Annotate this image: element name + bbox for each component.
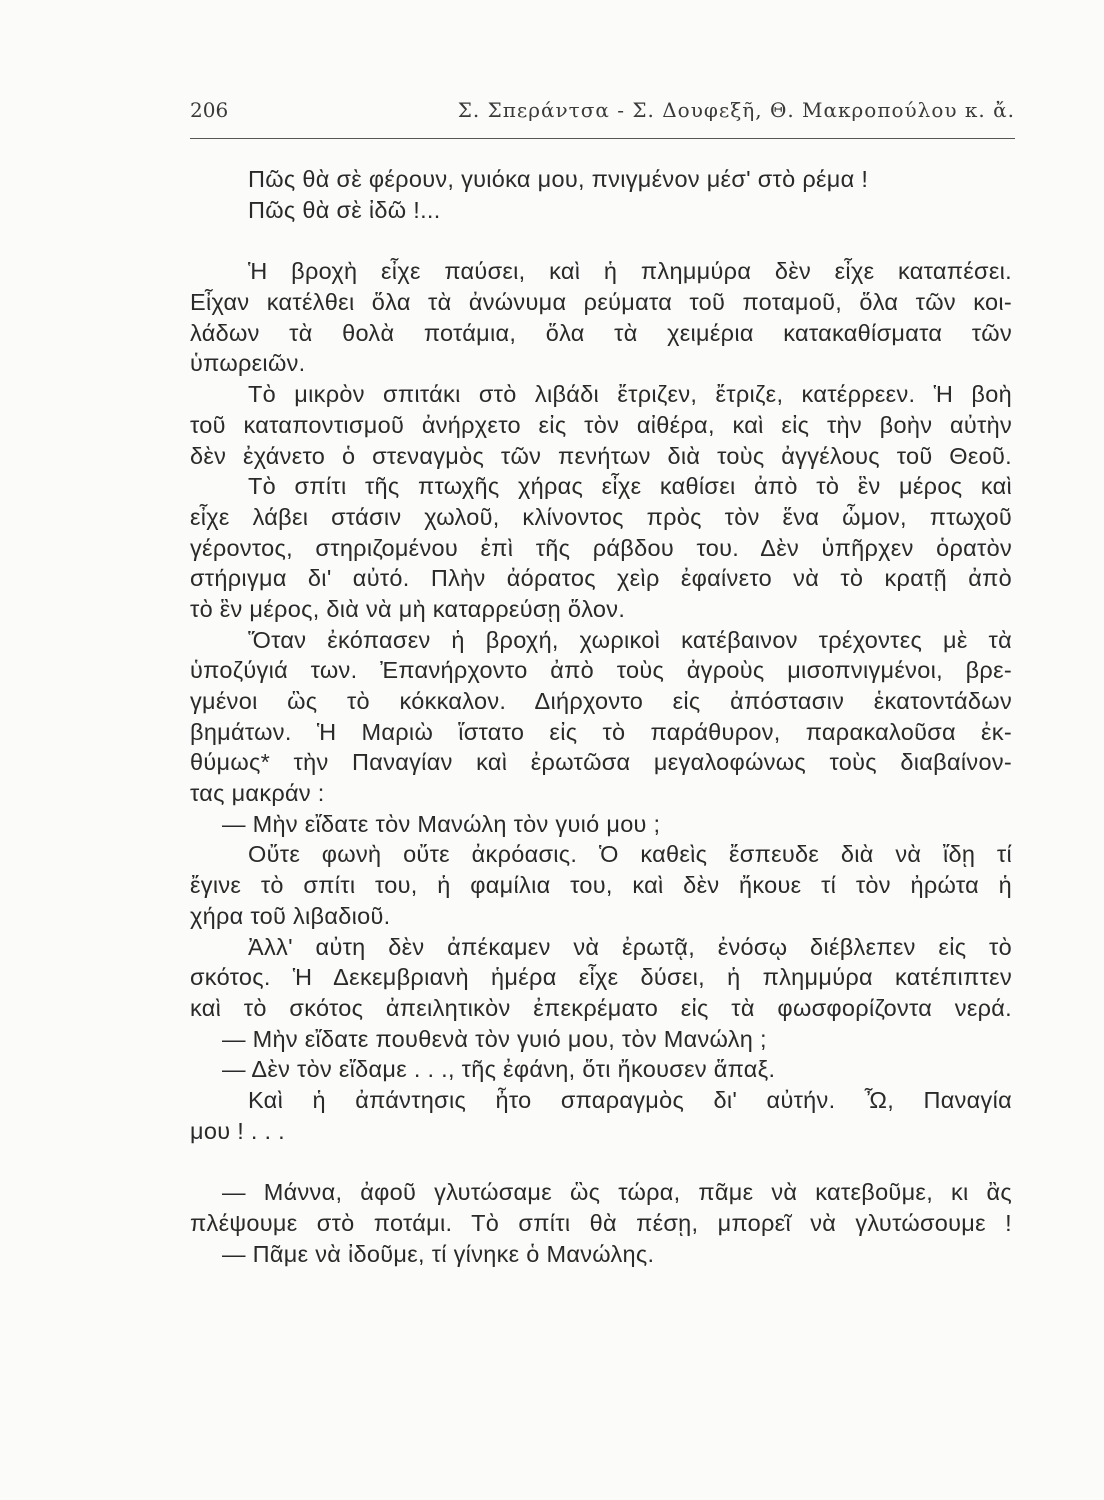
text-line: πλέψουμε στὸ ποτάμι. Τὸ σπίτι θὰ πέσῃ, μπορεῖ νὰ γλυτώσουμε ! [190,1210,1012,1236]
text-line: σκότος. Ἡ Δεκεμβριανὴ ἡμέρα εἶχε δύσει, ἡ πλημμύρα κατέπιπτεν [190,964,1012,991]
text-line: χήρα τοῦ λιβαδιοῦ. [190,902,391,929]
text-line: Εἶχαν κατέλθει ὅλα τὰ ἀνώνυμα ρεύματα τοῦ ποταμοῦ, ὅλα τῶν κοι- [190,289,1012,316]
body-text [190,164,1012,1269]
dialogue-line: — Μὴν εἴδατε πουθενὰ τὸν γυιό μου, τὸν Μανώλη ; [222,1025,767,1052]
text-line: μου ! . . . [190,1117,285,1144]
text-line: Τὸ μικρὸν σπιτάκι στὸ λιβάδι ἔτριζεν, ἔτριζε, κατέρρεεν. Ἡ βοὴ [248,381,1012,408]
text-line: ὑποζύγιά των. Ἐπανήρχοντο ἀπὸ τοὺς ἀγροὺς μισοπνιγμένοι, βρε- [190,657,1012,684]
text-line: Ἀλλ' αὐτη δὲν ἀπέκαμεν νὰ ἐρωτᾷ, ἐνόσῳ διέβλεπεν εἰς τὸ [248,933,1012,960]
page-header [190,96,1015,130]
dialogue-line: — Μὴν εἴδατε τὸν Μανώλη τὸν γυιό μου ; [222,810,661,837]
text-line: εἶχε λάβει στάσιν χωλοῦ, κλίνοντος πρὸς τὸν ἕνα ὦμον, πτωχοῦ [190,503,1012,530]
header-rule [190,138,1015,139]
text-line: Τὸ σπίτι τῆς πτωχῆς χήρας εἶχε καθίσει ἀπὸ τὸ ἓν μέρος καὶ [248,473,1012,500]
text-line: ὑπωρειῶν. [190,350,306,377]
text-line: καὶ τὸ σκότος ἀπειλητικὸν ἐπεκρέματο εἰς τὰ φωσφορίζοντα νερά. [190,994,1012,1021]
text-line: Οὔτε φωνὴ οὔτε ἀκρόασις. Ὁ καθεὶς ἔσπευδε διὰ νὰ ἴδῃ τί [248,841,1012,868]
text-line: θύμως* τὴν Παναγίαν καὶ ἐρωτῶσα μεγαλοφώνως τοὺς διαβαίνον- [190,749,1012,776]
text-line: τας μακράν : [190,780,325,807]
text-line: γέροντος, στηριζομένου ἐπὶ τῆς ράβδου του. Δὲν ὑπῆρχεν ὁρατὸν [190,534,1012,561]
poem-line: Πῶς θὰ σὲ φέρουν, γυιόκα μου, πνιγμένον μέσ' στὸ ρέμα ! [248,166,869,192]
text-line: Καὶ ἡ ἀπάντησις ἦτο σπαραγμὸς δι' αὐτήν. Ὦ, Παναγία [248,1086,1012,1113]
paragraph-gap [190,225,1012,256]
dialogue-line: — Δὲν τὸν εἴδαμε . . ., τῆς ἐφάνη, ὅτι ἤκουσεν ἅπαξ. [222,1056,776,1083]
text-line: βημάτων. Ἡ Μαριὼ ἵστατο εἰς τὸ παράθυρον, παρακαλοῦσα ἐκ- [190,718,1012,745]
running-title: Σ. Σπεράντσα - Σ. Δουφεξῆ, Θ. Μακροπούλου κ. ἄ. [457,98,1015,122]
paragraph-gap [190,1146,1012,1177]
text-line: Ἡ βροχὴ εἶχε παύσει, καὶ ἡ πλημμύρα δὲν εἶχε καταπέσει. [248,258,1012,285]
text-line: ἔγινε τὸ σπίτι του, ἡ φαμίλια του, καὶ δὲν ἤκουε τί τὸν ἠρώτα ἡ [190,872,1012,899]
dialogue-line: — Μάννα, ἀφοῦ γλυτώσαμε ὣς τώρα, πᾶμε νὰ κατεβοῦμε, κι ἂς [222,1179,1012,1206]
page-number: 206 [190,98,229,122]
text-line: λάδων τὰ θολὰ ποτάμια, ὅλα τὰ χειμέρια κατακαθίσματα τῶν [190,319,1012,346]
poem-line: Πῶς θὰ σὲ ἰδῶ !... [248,196,441,223]
text-line: στήριγμα δι' αὐτό. Πλὴν ἀόρατος χεὶρ ἐφαίνετο νὰ τὸ κρατῇ ἀπὸ [190,565,1012,592]
text-line: τὸ ἓν μέρος, διὰ νὰ μὴ καταρρεύσῃ ὅλον. [190,595,626,622]
text-line: γμένοι ὣς τὸ κόκκαλον. Διήρχοντο εἰς ἀπόστασιν ἑκατοντάδων [190,688,1012,714]
dialogue-line: — Πᾶμε νὰ ἰδοῦμε, τί γίνηκε ὁ Μανώλης. [222,1240,655,1267]
text-line: τοῦ καταποντισμοῦ ἀνήρχετο εἰς τὸν αἰθέρα, καὶ εἰς τὴν βοὴν αὐτὴν [190,411,1012,438]
text-line: Ὅταν ἐκόπασεν ἡ βροχή, χωρικοὶ κατέβαινον τρέχοντες μὲ τὰ [248,626,1012,653]
text-line: δὲν ἐχάνετο ὁ στεναγμὸς τῶν πενήτων διὰ τοὺς ἀγγέλους τοῦ Θεοῦ. [190,442,1012,469]
